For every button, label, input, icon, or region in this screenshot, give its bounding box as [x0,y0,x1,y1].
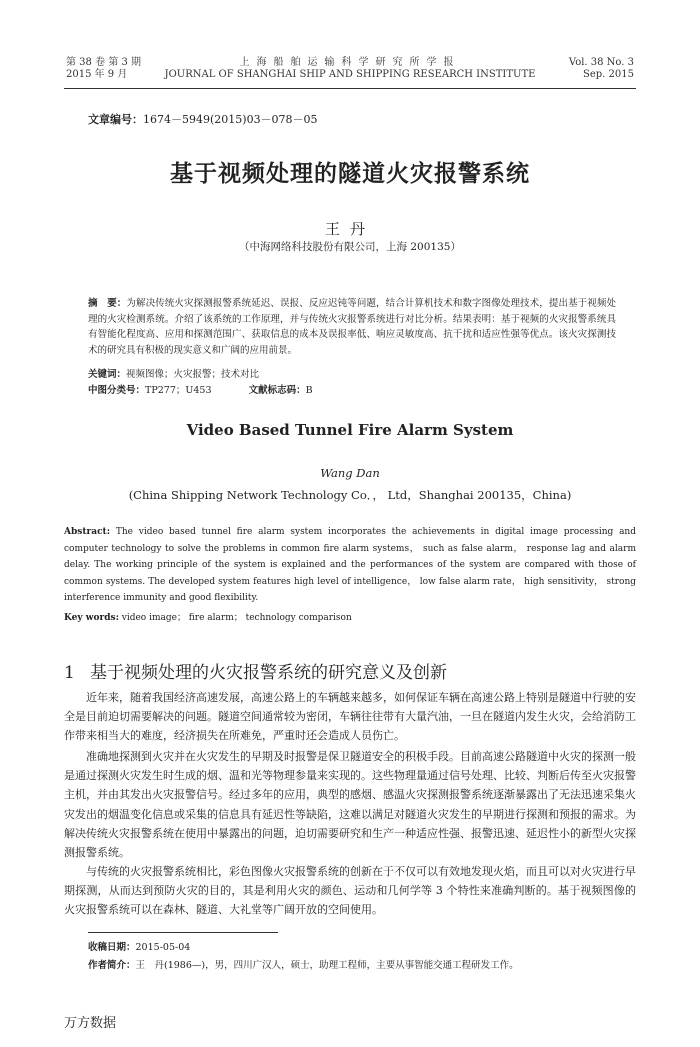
paper-title-cn: 基于视频处理的隧道火灾报警系统 [170,160,530,187]
received-date-label: 收稿日期： [88,942,136,953]
paper-title-en: Video Based Tunnel Fire Alarm System [186,421,514,439]
header-rule [64,88,636,89]
classification-line [88,382,313,396]
article-number-value: 1674－5949(2015)03－078－05 [143,113,318,126]
affiliation-cn: （中海网络科技股份有限公司，上海 200135） [239,241,461,253]
wanfang-watermark: 万方数据 [64,1016,117,1031]
abstract-en [64,524,636,607]
abstract-cn-text: 为解决传统火灾探测报警系统延迟、误报、反应迟钝等问题，结合计算机技术和数字图像处理技术，提出基于视频处理的火灾检测系统。介绍了该系统的工作原理，并与传统火灾报警系统进行对比分析。结果表明：基于视频的火灾报警系统具有智能化程度高、应用和探测范围广、获取信息的成本及误报率低、响应灵敏度高、抗干扰和适应性强等优点。该火灾探测技术的研究具有积极的现实意义和广阔的应用前景。 [88,298,616,356]
keywords-cn [88,366,259,380]
volume-issue-line: 第 38 卷 第 3 期 [66,57,141,68]
section-number: 1 [64,663,75,683]
body-paragraph: 近年来，随着我国经济高速发展，高速公路上的车辆越来越多，如何保证车辆在高速公路上特别是隧道中行驶的安全是目前迫切需要解决的问题。隧道空间通常较为密闭，车辆往往带有大量汽油，一旦在隧道内发生火灾，会给消防工作带来相当大的难度，经济损失在所难免，严重时还会造成人员伤亡。 [64,691,636,743]
author-name-cn: 王丹 [324,220,375,238]
clc-value: TP277；U453 [145,385,212,396]
keywords-en-value: video image； fire alarm； technology comparison [118,613,352,623]
abstract-cn [88,296,616,358]
abstract-cn-label: 摘 要： [88,298,127,309]
abstract-en-label: Abstract: [64,527,111,537]
keywords-en-label: Key words: [64,613,119,623]
publication-date-en-line: Sep. 2015 [583,69,634,80]
author-bio-value: 王 丹(1986—)，男，四川广汉人，硕士，助理工程师，主要从事智能交通工程研发工作。 [135,960,519,971]
article-number-label: 文章编号： [88,113,143,126]
keywords-cn-value: 视频图像；火灾报警；技术对比 [126,369,260,380]
footnote-rule [88,932,278,933]
author-bio [88,957,519,971]
author-name-en: Wang Dan [320,466,380,480]
section-title: 基于视频处理的火灾报警系统的研究意义及创新 [90,663,447,683]
body-paragraph: 准确地探测到火灾并在火灾发生的早期及时报警是保卫隧道安全的积极手段。目前高速公路隧道中火灾的探测一般是通过探测火灾发生时生成的烟、温和光等物理参量来实现的。这些物理量通过信号处理、比较、判断后传至火灾报警主机，并由其发出火灾报警信号。经过多年的应用，典型的感烟、感温火灾探测报警系统逐渐暴露出了无法迅速采集火灾发出的烟温变化信息或采集的信息具有延迟性等缺陷，这难以满足对隧道火灾发生的早期进行探测和预报的需求。为解决传统火灾报警系统在使用中暴露出的问题，迫切需要研究和生产一种适应性强、报警迅速、延迟性小的新型火灾探测报警系统。 [64,750,636,860]
author-bio-label: 作者简介： [88,960,136,971]
body-paragraph: 与传统的火灾报警系统相比，彩色图像火灾报警系统的创新在于不仅可以有效地发现火焰，而且可以对火灾进行早期探测，从而达到预防火灾的目的，其是利用火灾的颜色、运动和几何学等 3 个特性来准确判断的。基于视频图像的火灾报警系统可以在森林、隧道、大礼堂等广阔开放的空间使用。 [64,865,636,917]
publication-date-line: 2015 年 9 月 [66,69,128,80]
journal-volume-issue-en [569,57,634,81]
keywords-en [64,610,352,623]
document-code-label: 文献标志码： [248,385,306,396]
volume-issue-en-line: Vol. 38 No. 3 [568,57,634,68]
abstract-en-text: The video based tunnel fire alarm system incorporates the achievements in digital image processing and computer technology to solve the problems in common fire alarm systems， such as false alarm， response lag and alarm delay. The working principle of the system is explained and the performances of the system are compared with those of common systems. The developed system features high level of intelligence， low false alarm rate， high sensitivity， strong interference immunity and good flexibility. [64,527,636,604]
section-heading [64,658,447,683]
journal-name-cn: 上海船舶运输科学研究所学报 [239,57,461,68]
clc-label: 中图分类号： [88,385,146,396]
document-code-value: B [305,385,313,396]
journal-name-en: JOURNAL OF SHANGHAI SHIP AND SHIPPING RESEARCH INSTITUTE [164,69,536,80]
article-number [88,111,318,127]
keywords-cn-label: 关键词： [88,369,127,380]
received-date-value: 2015-05-04 [135,942,191,953]
affiliation-en: (China Shipping Network Technology Co．， Ltd，Shanghai 200135，China) [128,488,572,502]
received-date [88,939,190,953]
